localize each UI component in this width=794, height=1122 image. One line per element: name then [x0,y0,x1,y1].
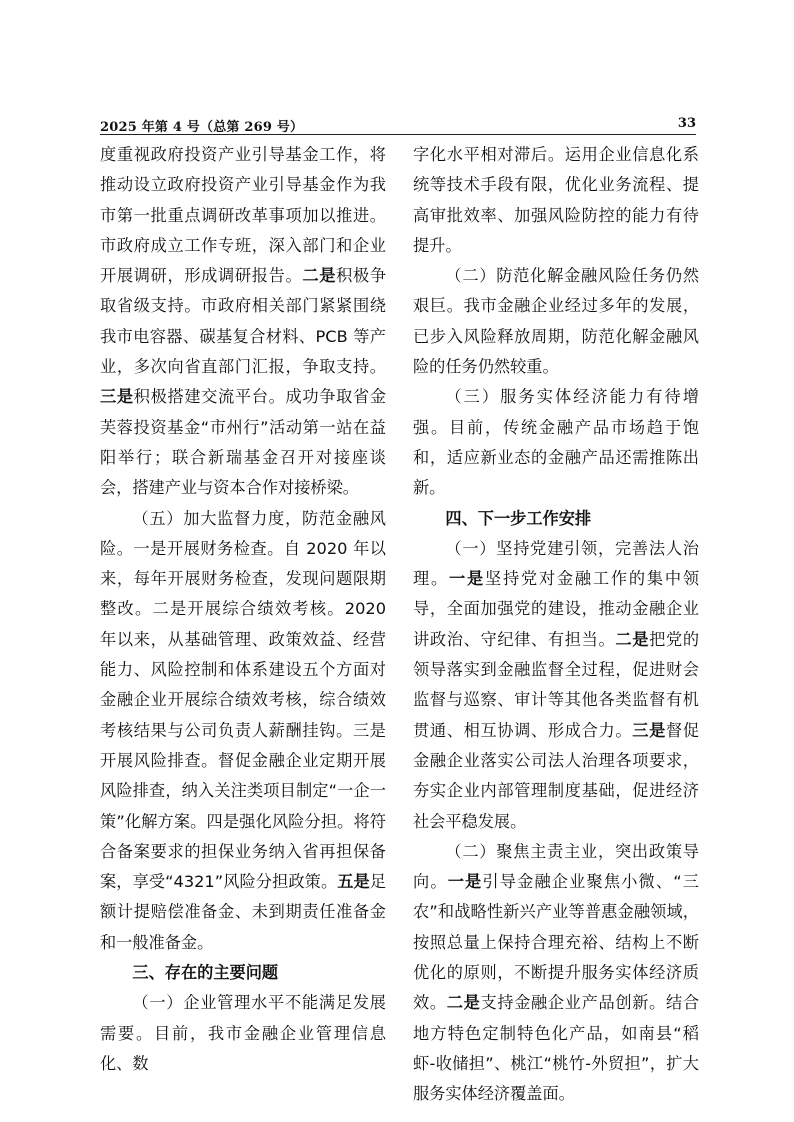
issue-label: 2025 年第 4 号（总第 269 号） [100,120,304,135]
bold-marker: 一是 [447,872,483,892]
text: 坚持党对金融工作的集中领导，全面加强党的建设，推动金融企业讲政治、守纪律、有担当。 [413,569,700,649]
page-number: 33 [677,116,696,131]
text: 引导金融企业聚焦小微、“三农”和战略性新兴产业等普惠金融领域，按照总量上保持合理充裕、结构上不断优化的原则，不断提升服务实体经济质效。 [413,872,699,1013]
text: 足额计提赔偿准备金、未到期责任准备金和一般准备金。 [100,872,387,952]
text: 把党的领导落实到金融监督全过程，促进财会监督与巡察、审计等其他各类监督有机贯通、相互协调、形成合力。 [413,629,700,740]
text: 字化水平相对滞后。运用企业信息化系统等技术手段有限，优化业务流程、提高审批效率、加强风险防控的能力有待提升。 [413,145,699,255]
right-column [413,140,699,1110]
text: 度重视政府投资产业引导基金工作，将推动设立政府投资产业引导基金作为我市第一批重点调研改革事项加以推进。市政府成立工作专班，深入部门和企业开展调研，形成调研报告。 [100,145,386,286]
subheading: （二）聚焦主责主业，突出政策导向。 [413,841,699,892]
bold-marker: 一是 [448,569,485,589]
text: 目前，我市金融企业管理信息化、数 [100,1023,387,1073]
subheading: （五）加大监督力度，防范金融风险。 [100,508,386,558]
subheading: （三）服务实体经济能力有待增强。 [413,387,699,437]
paragraph [100,988,386,1079]
bold-marker: 五是 [337,872,370,892]
paragraph [413,140,699,261]
bold-marker: 三是 [100,387,134,407]
bold-marker: 二是 [302,266,337,286]
subheading: （一）坚持党建引领，完善法人治理。 [413,538,699,589]
left-column [100,140,386,1079]
paragraph [100,140,386,504]
page-header [100,116,696,136]
section-title: 四、下一步工作安排 [445,508,592,528]
text: 我市金融企业经过多年的发展，已步入风险释放周期，防范化解金融风险的任务仍然较重。 [413,296,700,377]
paragraph [100,504,386,958]
paragraph [413,261,699,382]
text: 积极争取省级支持。市政府相关部门紧紧围绕我市电容器、碳基复合材料、PCB 等产业，多次向省直部门汇报，争取支持。 [100,266,387,377]
text: 目前，传统金融产品市场趋于饱和，适应新业态的金融产品还需推陈出新。 [413,417,700,498]
paragraph [413,837,699,1110]
text: 支持金融企业产品创新。结合地方特色定制特色化产品，如南县“稻虾-收储担”、桃江“桃竹-外贸担”，扩大服务实体经济覆盖面。 [413,993,700,1104]
header-rule [100,134,696,135]
text: 积极搭建交流平台。成功争取省金芙蓉投资基金“市州行”活动第一站在益阳举行；联合新瑞基金召开对接座谈会，搭建产业与资本合作对接桥梁。 [100,387,387,498]
text: 督促金融企业落实公司法人治理各项要求，夯实企业内部管理制度基础，促进经济社会平稳发展。 [413,720,700,831]
paragraph [413,382,699,503]
subheading: （一）企业管理水平不能满足发展需要。 [100,993,386,1043]
bold-marker: 三是 [632,720,666,740]
bold-marker: 二是 [615,629,650,649]
text: 一是开展财务检查。自 2020 年以来，每年开展财务检查，发现问题限期整改。二是开展综合绩效考核。2020 年以来，从基础管理、政策效益、经营能力、风险控制和体系建设五个方面对金融企业开展综合绩效考核，综合绩效考核结果与公司负责人薪酬挂钩。三是开展风险排查。督促金融企业定期开展风险排查，纳入关注类项目制定“一企一策”化解方案。四是强化风险分担。将符合备案要求的担保业务纳入省再担保备案，享受“4321”风险分担政策。 [100,538,386,892]
subheading: （二）防范化解金融风险任务仍然艰巨。 [413,266,699,316]
section-title: 三、存在的主要问题 [132,963,279,983]
bold-marker: 二是 [446,993,481,1013]
paragraph [413,534,699,837]
